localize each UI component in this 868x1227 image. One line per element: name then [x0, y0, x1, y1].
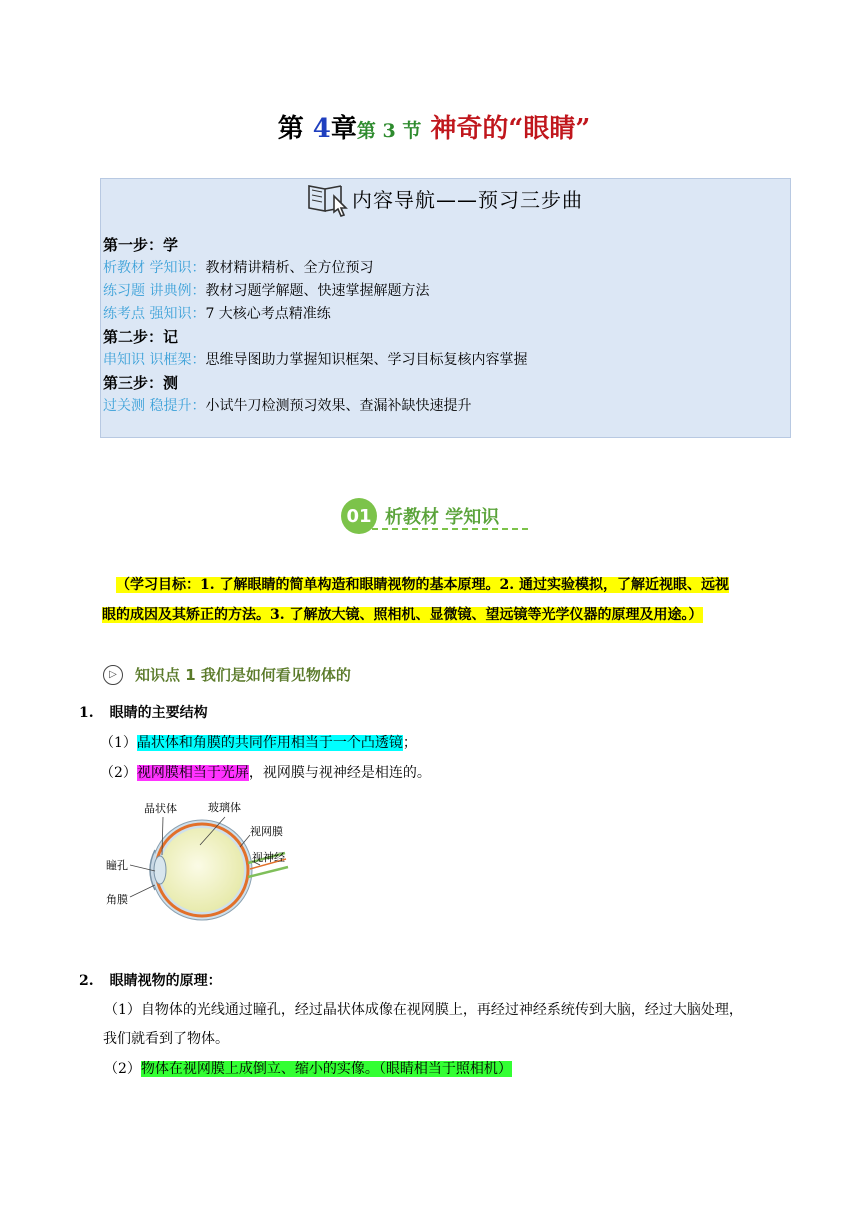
label-optic-nerve: 视神经 [252, 851, 285, 864]
highlighted-text: 视网膜相当于光屏 [136, 765, 249, 781]
item-end: ； [402, 735, 417, 751]
item-number: （2） [100, 765, 137, 781]
step-item-desc: 思维导图助力掌握知识框架、学习目标复核内容掌握 [205, 352, 528, 368]
chapter-number: 4 [312, 114, 331, 144]
step-item [103, 349, 527, 372]
step-item-desc: 教材习题学解题、快速掌握解题方法 [205, 283, 430, 299]
chapter-suffix: 章 [330, 114, 357, 144]
step-1-heading: 第一步：学 [103, 236, 179, 254]
step-item [103, 303, 527, 326]
heading-number: 1. [79, 705, 94, 721]
principle-item-2 [104, 1058, 512, 1078]
step-item-label: 串知识 识框架： [103, 352, 206, 368]
label-retina: 视网膜 [250, 825, 283, 838]
eye-structure-diagram [100, 795, 310, 925]
label-cornea: 角膜 [106, 893, 128, 906]
principle-item-1-cont: 我们就看到了物体。 [103, 1031, 229, 1047]
step-item-label: 练考点 强知识： [103, 306, 206, 322]
step-item [103, 257, 527, 280]
learning-objectives [102, 570, 792, 630]
play-circle-icon: ▷ [103, 665, 123, 685]
step-item [103, 395, 527, 418]
highlighted-text: 物体在视网膜上成倒立、缩小的实像。（眼睛相当于照相机） [140, 1061, 512, 1077]
book-click-icon [306, 178, 348, 218]
lesson-name: 神奇的“眼睛” [430, 114, 591, 144]
step-item [103, 280, 527, 303]
item-number: （2） [104, 1061, 141, 1077]
knowledge-point-title: 知识点 1 我们是如何看见物体的 [135, 666, 351, 684]
item-number: （1） [100, 735, 137, 751]
step-2-heading: 第二步：记 [103, 328, 179, 346]
label-vitreous: 玻璃体 [208, 801, 241, 814]
knowledge-point-heading [103, 664, 351, 685]
heading-eye-structure [79, 702, 208, 722]
objective-line: （学习目标：1. 了解眼睛的简单构造和眼睛视物的基本原理。2. 通过实验模拟，了解近视眼、远视 [116, 577, 729, 593]
step-item-desc: 教材精讲精析、全方位预习 [205, 260, 374, 276]
section-title: 析教材 学知识 [385, 507, 500, 528]
navigation-steps [103, 234, 527, 418]
section-label: 第 3 节 [356, 120, 422, 142]
navigation-title: 内容导航——预习三步曲 [352, 187, 583, 212]
item-end: ，视网膜与视神经是相连的。 [248, 765, 431, 781]
section-underline [372, 528, 528, 530]
step-item-label: 练习题 讲典例： [103, 283, 206, 299]
heading-text: 眼睛的主要结构 [109, 705, 208, 721]
navigation-header [306, 178, 583, 218]
highlighted-text: 晶状体和角膜的共同作用相当于一个凸透镜 [136, 735, 403, 751]
heading-vision-principle [79, 970, 222, 990]
label-pupil: 瞳孔 [106, 859, 128, 872]
heading-number: 2. [79, 973, 94, 989]
label-lens: 晶状体 [144, 802, 177, 815]
structure-item-1 [100, 732, 417, 752]
step-3-heading: 第三步：测 [103, 374, 179, 392]
section-number: 01 [341, 498, 377, 534]
heading-text: 眼睛视物的原理： [109, 973, 222, 989]
step-item-label: 析教材 学知识： [103, 260, 206, 276]
step-item-desc: 7 大核心考点精准练 [205, 306, 331, 322]
page-title [0, 108, 868, 145]
chapter-prefix: 第 [277, 114, 304, 144]
step-item-label: 过关测 稳提升： [103, 398, 206, 414]
principle-item-1: （1）自物体的光线通过瞳孔，经过晶状体成像在视网膜上，再经过神经系统传到大脑，经过大脑处理， [104, 1002, 743, 1018]
objective-line: 眼的成因及其矫正的方法。3. 了解放大镜、照相机、显微镜、望远镜等光学仪器的原理及用途。） [102, 607, 703, 623]
structure-item-2 [100, 762, 431, 782]
step-item-desc: 小试牛刀检测预习效果、查漏补缺快速提升 [205, 398, 472, 414]
